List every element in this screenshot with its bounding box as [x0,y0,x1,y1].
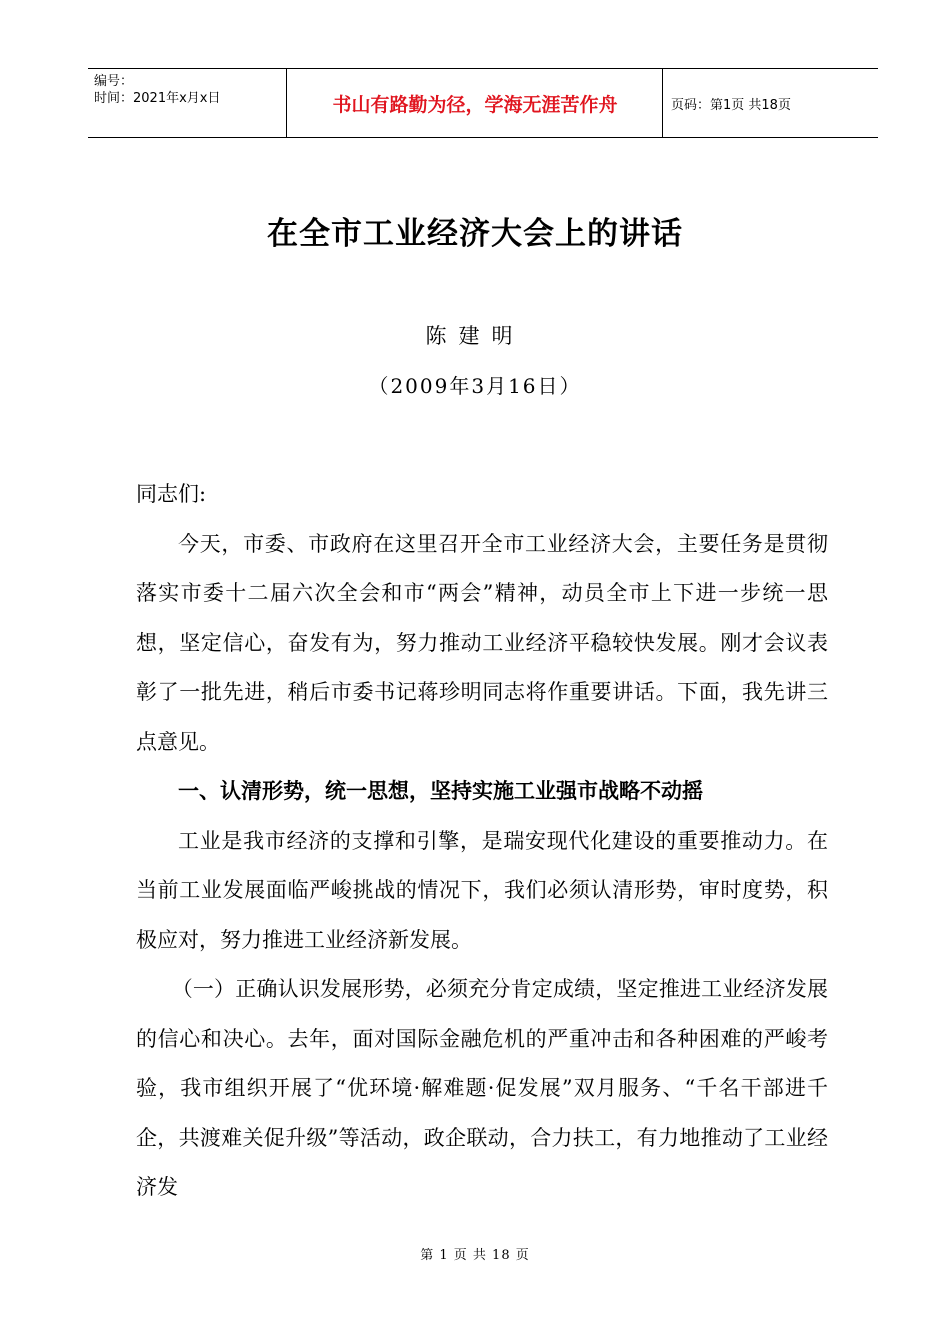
document-body [136,470,828,1213]
document-header [88,68,878,138]
greeting: 同志们: [136,482,207,506]
header-page-info: 页码：第1页 共18页 [671,97,791,113]
paragraph-subsection-1: （一）正确认识发展形势，必须充分肯定成绩，坚定推进工业经济发展的信心和决心。去年，面对国际金融危机的严重冲击和各种困难的严峻考验，我市组织开展了“优环境·解难题·促发展”双月服务、“千名干部进千企，共渡难关促升级”等活动，政企联动，合力扶工，有力地推动了工业经济发 [136,977,828,1199]
paragraph-intro: 今天，市委、市政府在这里召开全市工业经济大会，主要任务是贯彻落实市委十二届六次全会和市“两会”精神，动员全市上下进一步统一思想，坚定信心，奋发有为，努力推动工业经济平稳较快发展。刚才会议表彰了一批先进，稍后市委书记蒋珍明同志将作重要讲话。下面，我先讲三点意见。 [136,531,828,754]
section-heading-1: 一、认清形势，统一思想，坚持实施工业强市战略不动摇 [178,779,703,803]
page-footer: 第 1 页 共 18 页 [420,1248,530,1263]
time-label: 时间：2021年x月x日 [94,91,221,106]
number-label: 编号： [94,74,134,89]
author-name: 陈建明 [425,324,525,348]
header-motto: 书山有路勤为径，学海无涯苦作舟 [288,69,663,137]
header-meta-cell [88,69,287,137]
speech-date: （2009年3月16日） [368,374,582,398]
paragraph-industry: 工业是我市经济的支撑和引擎，是瑞安现代化建设的重要推动力。在当前工业发展面临严峻挑战的情况下，我们必须认清形势，审时度势，积极应对，努力推进工业经济新发展。 [136,828,828,952]
document-title: 在全市工业经济大会上的讲话 [267,216,683,252]
